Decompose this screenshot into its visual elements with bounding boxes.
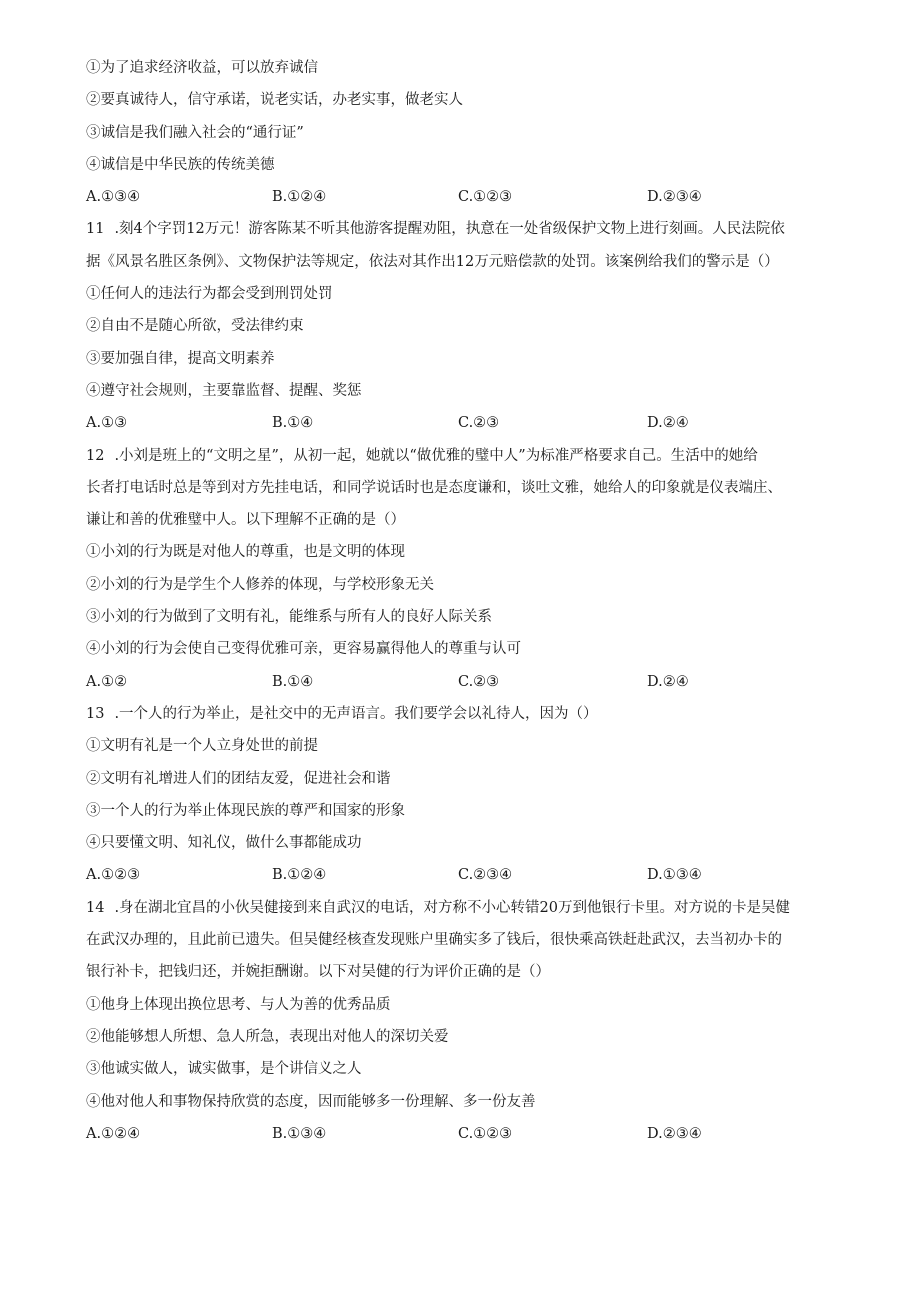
question-number: 12 xyxy=(86,447,105,464)
option-d[interactable]: D.②③④ xyxy=(647,189,702,206)
option-d[interactable]: D.②④ xyxy=(647,673,689,690)
question-stem-text: .小刘是班上的“文明之星”，从初一起，她就以“做优雅的璧中人”为标准严格要求自己。生活中的她给 xyxy=(114,447,758,464)
answer-options xyxy=(86,184,846,216)
statement-2: ②他能够想人所想、急人所急，表现出对他人的深切关爱 xyxy=(86,1028,449,1045)
question-12 xyxy=(86,443,846,701)
option-c[interactable]: C.②③④ xyxy=(458,867,513,884)
option-a[interactable]: A.①② xyxy=(86,673,128,690)
question-stem-line: 谦让和善的优雅璧中人。以下理解不正确的是（） xyxy=(86,512,405,529)
statement-3: ③要加强自律，提高文明素养 xyxy=(86,350,275,367)
statement-2: ②要真诚待人，信守承诺，说老实话，办老实事，做老实人 xyxy=(86,92,463,109)
question-stem-line xyxy=(86,895,846,927)
option-b[interactable]: B.①③④ xyxy=(272,1125,327,1142)
statement-2: ②小刘的行为是学生个人修养的体现，与学校形象无关 xyxy=(86,576,434,593)
statement-3: ③一个人的行为举止体现民族的尊严和国家的形象 xyxy=(86,802,405,819)
option-b[interactable]: B.①②④ xyxy=(272,189,327,206)
answer-options xyxy=(86,862,846,894)
option-a[interactable]: A.①②③ xyxy=(86,867,141,884)
question-stem-text: .身在湖北宜昌的小伙吴健接到来自武汉的电话，对方称不小心转错20万到他银行卡里。对方说的卡是吴健 xyxy=(114,899,791,916)
statement-3: ③他诚实做人，诚实做事，是个讲信义之人 xyxy=(86,1061,362,1078)
question-stem-text: .刻4个字罚12万元！游客陈某不听其他游客提醒劝阻，执意在一处省级保护文物上进行刻画。人民法院依 xyxy=(114,221,785,238)
question-13 xyxy=(86,701,846,895)
question-11 xyxy=(86,216,846,442)
option-d[interactable]: D.①③④ xyxy=(647,867,702,884)
statement-1: ①文明有礼是一个人立身处世的前提 xyxy=(86,738,318,755)
option-b[interactable]: B.①④ xyxy=(272,415,314,432)
question-stem-line: 长者打电话时总是等到对方先挂电话，和同学说话时也是态度谦和，谈吐文雅，她给人的印象就是仪表端庄、 xyxy=(86,479,782,496)
answer-options xyxy=(86,669,846,701)
statement-1: ①小刘的行为既是对他人的尊重，也是文明的体现 xyxy=(86,544,405,561)
option-c[interactable]: C.①②③ xyxy=(458,189,513,206)
question-stem-text: .一个人的行为举止，是社交中的无声语言。我们要学会以礼待人，因为（） xyxy=(114,705,598,722)
question-stem-line: 在武汉办理的，且此前已遗失。但吴健经核查发现账户里确实多了钱后，很快乘高铁赶赴武汉，去当初办卡的 xyxy=(86,932,782,949)
statement-4: ④他对他人和事物保持欣赏的态度，因而能够多一份理解、多一份友善 xyxy=(86,1093,536,1110)
option-d[interactable]: D.②③④ xyxy=(647,1125,702,1142)
exam-page xyxy=(86,55,846,1153)
answer-options xyxy=(86,410,846,442)
question-stem-line: 据《风景名胜区条例》、文物保护法等规定，依法对其作出12万元赔偿款的处罚。该案例给我们的警示是（） xyxy=(86,253,779,270)
statement-4: ④小刘的行为会使自己变得优雅可亲，更容易赢得他人的尊重与认可 xyxy=(86,641,521,658)
statement-1: ①为了追求经济收益，可以放弃诚信 xyxy=(86,60,318,76)
option-c[interactable]: C.②③ xyxy=(458,673,500,690)
question-number: 11 xyxy=(86,221,105,238)
option-a[interactable]: A.①③④ xyxy=(86,189,141,206)
question-10 xyxy=(86,55,846,216)
statement-4: ④只要懂文明、知礼仪，做什么事都能成功 xyxy=(86,835,362,852)
option-b[interactable]: B.①④ xyxy=(272,673,314,690)
question-number: 14 xyxy=(86,899,105,916)
option-b[interactable]: B.①②④ xyxy=(272,867,327,884)
question-stem-line: 银行补卡，把钱归还，并婉拒酬谢。以下对吴健的行为评价正确的是（） xyxy=(86,964,550,981)
option-d[interactable]: D.②④ xyxy=(647,415,689,432)
statement-3: ③小刘的行为做到了文明有礼，能维系与所有人的良好人际关系 xyxy=(86,609,492,626)
answer-options xyxy=(86,1121,846,1153)
option-c[interactable]: C.①②③ xyxy=(458,1125,513,1142)
statement-1: ①任何人的违法行为都会受到刑罚处罚 xyxy=(86,286,333,303)
question-14 xyxy=(86,895,846,1153)
statement-4: ④诚信是中华民族的传统美德 xyxy=(86,156,275,173)
question-stem-line xyxy=(86,701,846,733)
statement-2: ②文明有礼增进人们的团结友爱，促进社会和谐 xyxy=(86,770,391,787)
question-number: 13 xyxy=(86,705,105,722)
question-stem-line xyxy=(86,216,846,248)
statement-4: ④遵守社会规则，主要靠监督、提醒、奖惩 xyxy=(86,382,362,399)
statement-3: ③诚信是我们融入社会的“通行证” xyxy=(86,124,304,141)
option-a[interactable]: A.①②④ xyxy=(86,1125,141,1142)
statement-2: ②自由不是随心所欲，受法律约束 xyxy=(86,318,304,335)
statement-1: ①他身上体现出换位思考、与人为善的优秀品质 xyxy=(86,996,391,1013)
option-c[interactable]: C.②③ xyxy=(458,415,500,432)
question-stem-line xyxy=(86,443,846,475)
option-a[interactable]: A.①③ xyxy=(86,415,128,432)
